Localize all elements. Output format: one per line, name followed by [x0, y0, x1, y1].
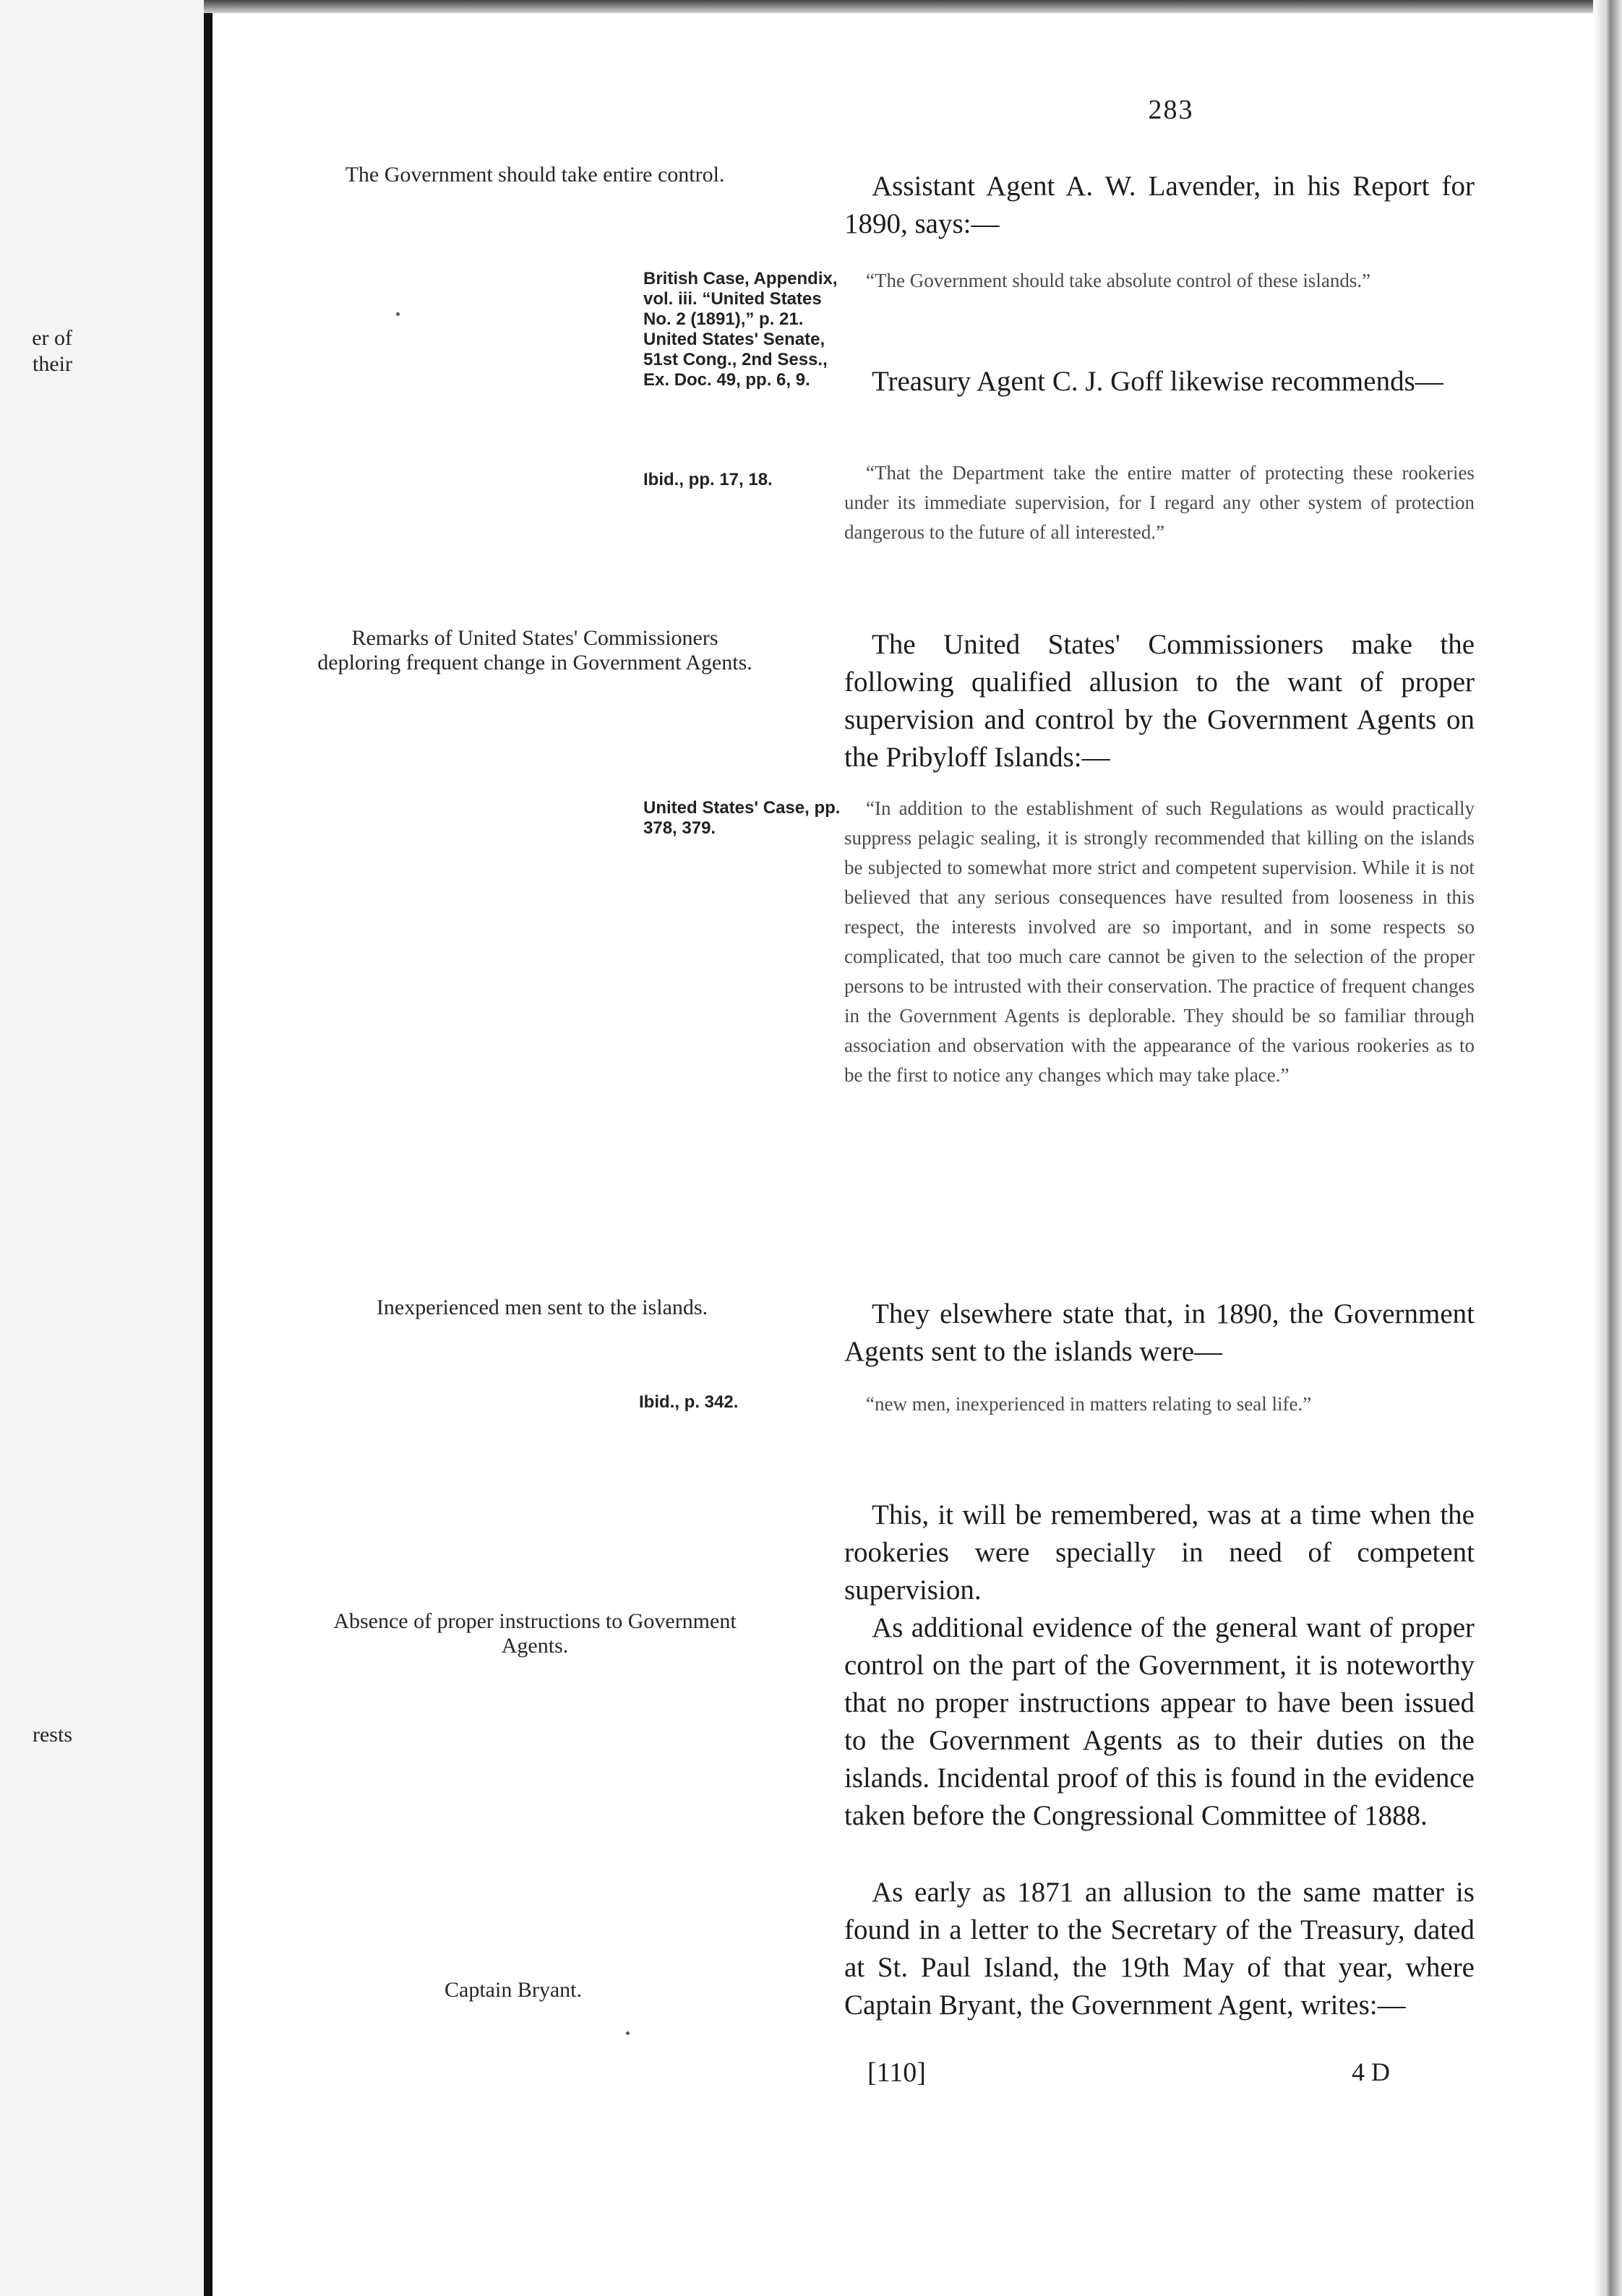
scan-top-edge	[204, 0, 1622, 13]
ink-speck	[396, 312, 400, 316]
scan-right-edge	[1593, 0, 1622, 2296]
citation-ibid-342: Ibid., p. 342.	[639, 1392, 739, 1412]
paragraph-early-1871: As early as 1871 an allusion to the same matter is found in a letter to the Secretary of the Treasury, dated at St. Paul Island, the 19th May of that year, where Captain Bryant, the Government Agent, writes:—	[844, 1877, 1475, 2021]
sidenote-absence-of-instructions: Absence of proper instructions to Government Agents.	[333, 1609, 737, 1658]
sidenote-government-control: The Government should take entire control.	[345, 163, 725, 187]
page-number: 283	[1148, 95, 1194, 125]
quote-commissioners: “In addition to the establishment of such Regulations as would practically suppress pelagic sealing, it is strongly recommended that killing on the islands be subjected to somewhat more strict and competent supervision. While it is not believed that any serious consequences have resulted from looseness in this respect, the interests involved are so important, and in some respects so complicated, that too much care cannot be given to the selection of the proper persons to be intrusted with their conservation. The practice of frequent changes in the Government Agents is deplorable. They should be so familiar through association and observation with the appearance of the various rookeries as to be the first to notice any changes which may take place.”	[844, 797, 1475, 1086]
paragraph-elsewhere: They elsewhere state that, in 1890, the Government Agents sent to the islands were—	[844, 1298, 1475, 1367]
left-page-fragment: rests	[33, 1723, 72, 1747]
citation-british-case: British Case, Appendix, vol. iii. “United States No. 2 (1891),” p. 21. United States' Senate, 51st Cong., 2nd Sess., Ex. Doc. 49, pp. 6, 9.	[643, 269, 838, 390]
paragraph-goff: Treasury Agent C. J. Goff likewise recommends—	[872, 366, 1443, 397]
citation-us-case: United States' Case, pp. 378, 379.	[643, 798, 841, 838]
signature-mark: [110]	[867, 2057, 926, 2088]
sidenote-inexperienced-men: Inexperienced men sent to the islands.	[376, 1295, 708, 1319]
citation-ibid: Ibid., pp. 17, 18.	[643, 470, 773, 489]
left-page-fragment: er of	[32, 326, 72, 350]
quote-goff: “That the Department take the entire matter of protecting these rookeries under its immediate supervision, for I regard any other system of protection dangerous to the future of all interested.”	[844, 462, 1475, 543]
quote-lavender: “The Government should take absolute control of these islands.”	[866, 270, 1371, 291]
sidenote-captain-bryant: Captain Bryant.	[445, 1978, 582, 2002]
paragraph-remembered: This, it will be remembered, was at a time when the rookeries were specially in need of competent supervision.	[844, 1499, 1475, 1606]
paragraph-commissioners: The United States' Commissioners make the following qualified allusion to the want of proper supervision and control by the Government Agents on the Pribyloff Islands:—	[844, 629, 1475, 773]
paragraph-additional-evidence: As additional evidence of the general want of proper control on the part of the Government, it is noteworthy that no proper instructions appear to have been issued to the Government Agents as to their duties on the islands. Incidental proof of this is found in the evidence taken before the Congressional Committee of 1888.	[844, 1612, 1475, 1831]
sidenote-commissioners-remarks: Remarks of United States' Commissioners deploring frequent change in Government Agents.	[317, 626, 752, 674]
quote-new-men: “new men, inexperienced in matters relating to seal life.”	[866, 1393, 1312, 1415]
sheet-mark: 4 D	[1352, 2057, 1390, 2086]
ink-speck	[626, 2031, 630, 2035]
left-page-fragment: their	[33, 352, 72, 376]
paragraph-lavender: Assistant Agent A. W. Lavender, in his Report for 1890, says:—	[844, 171, 1475, 239]
